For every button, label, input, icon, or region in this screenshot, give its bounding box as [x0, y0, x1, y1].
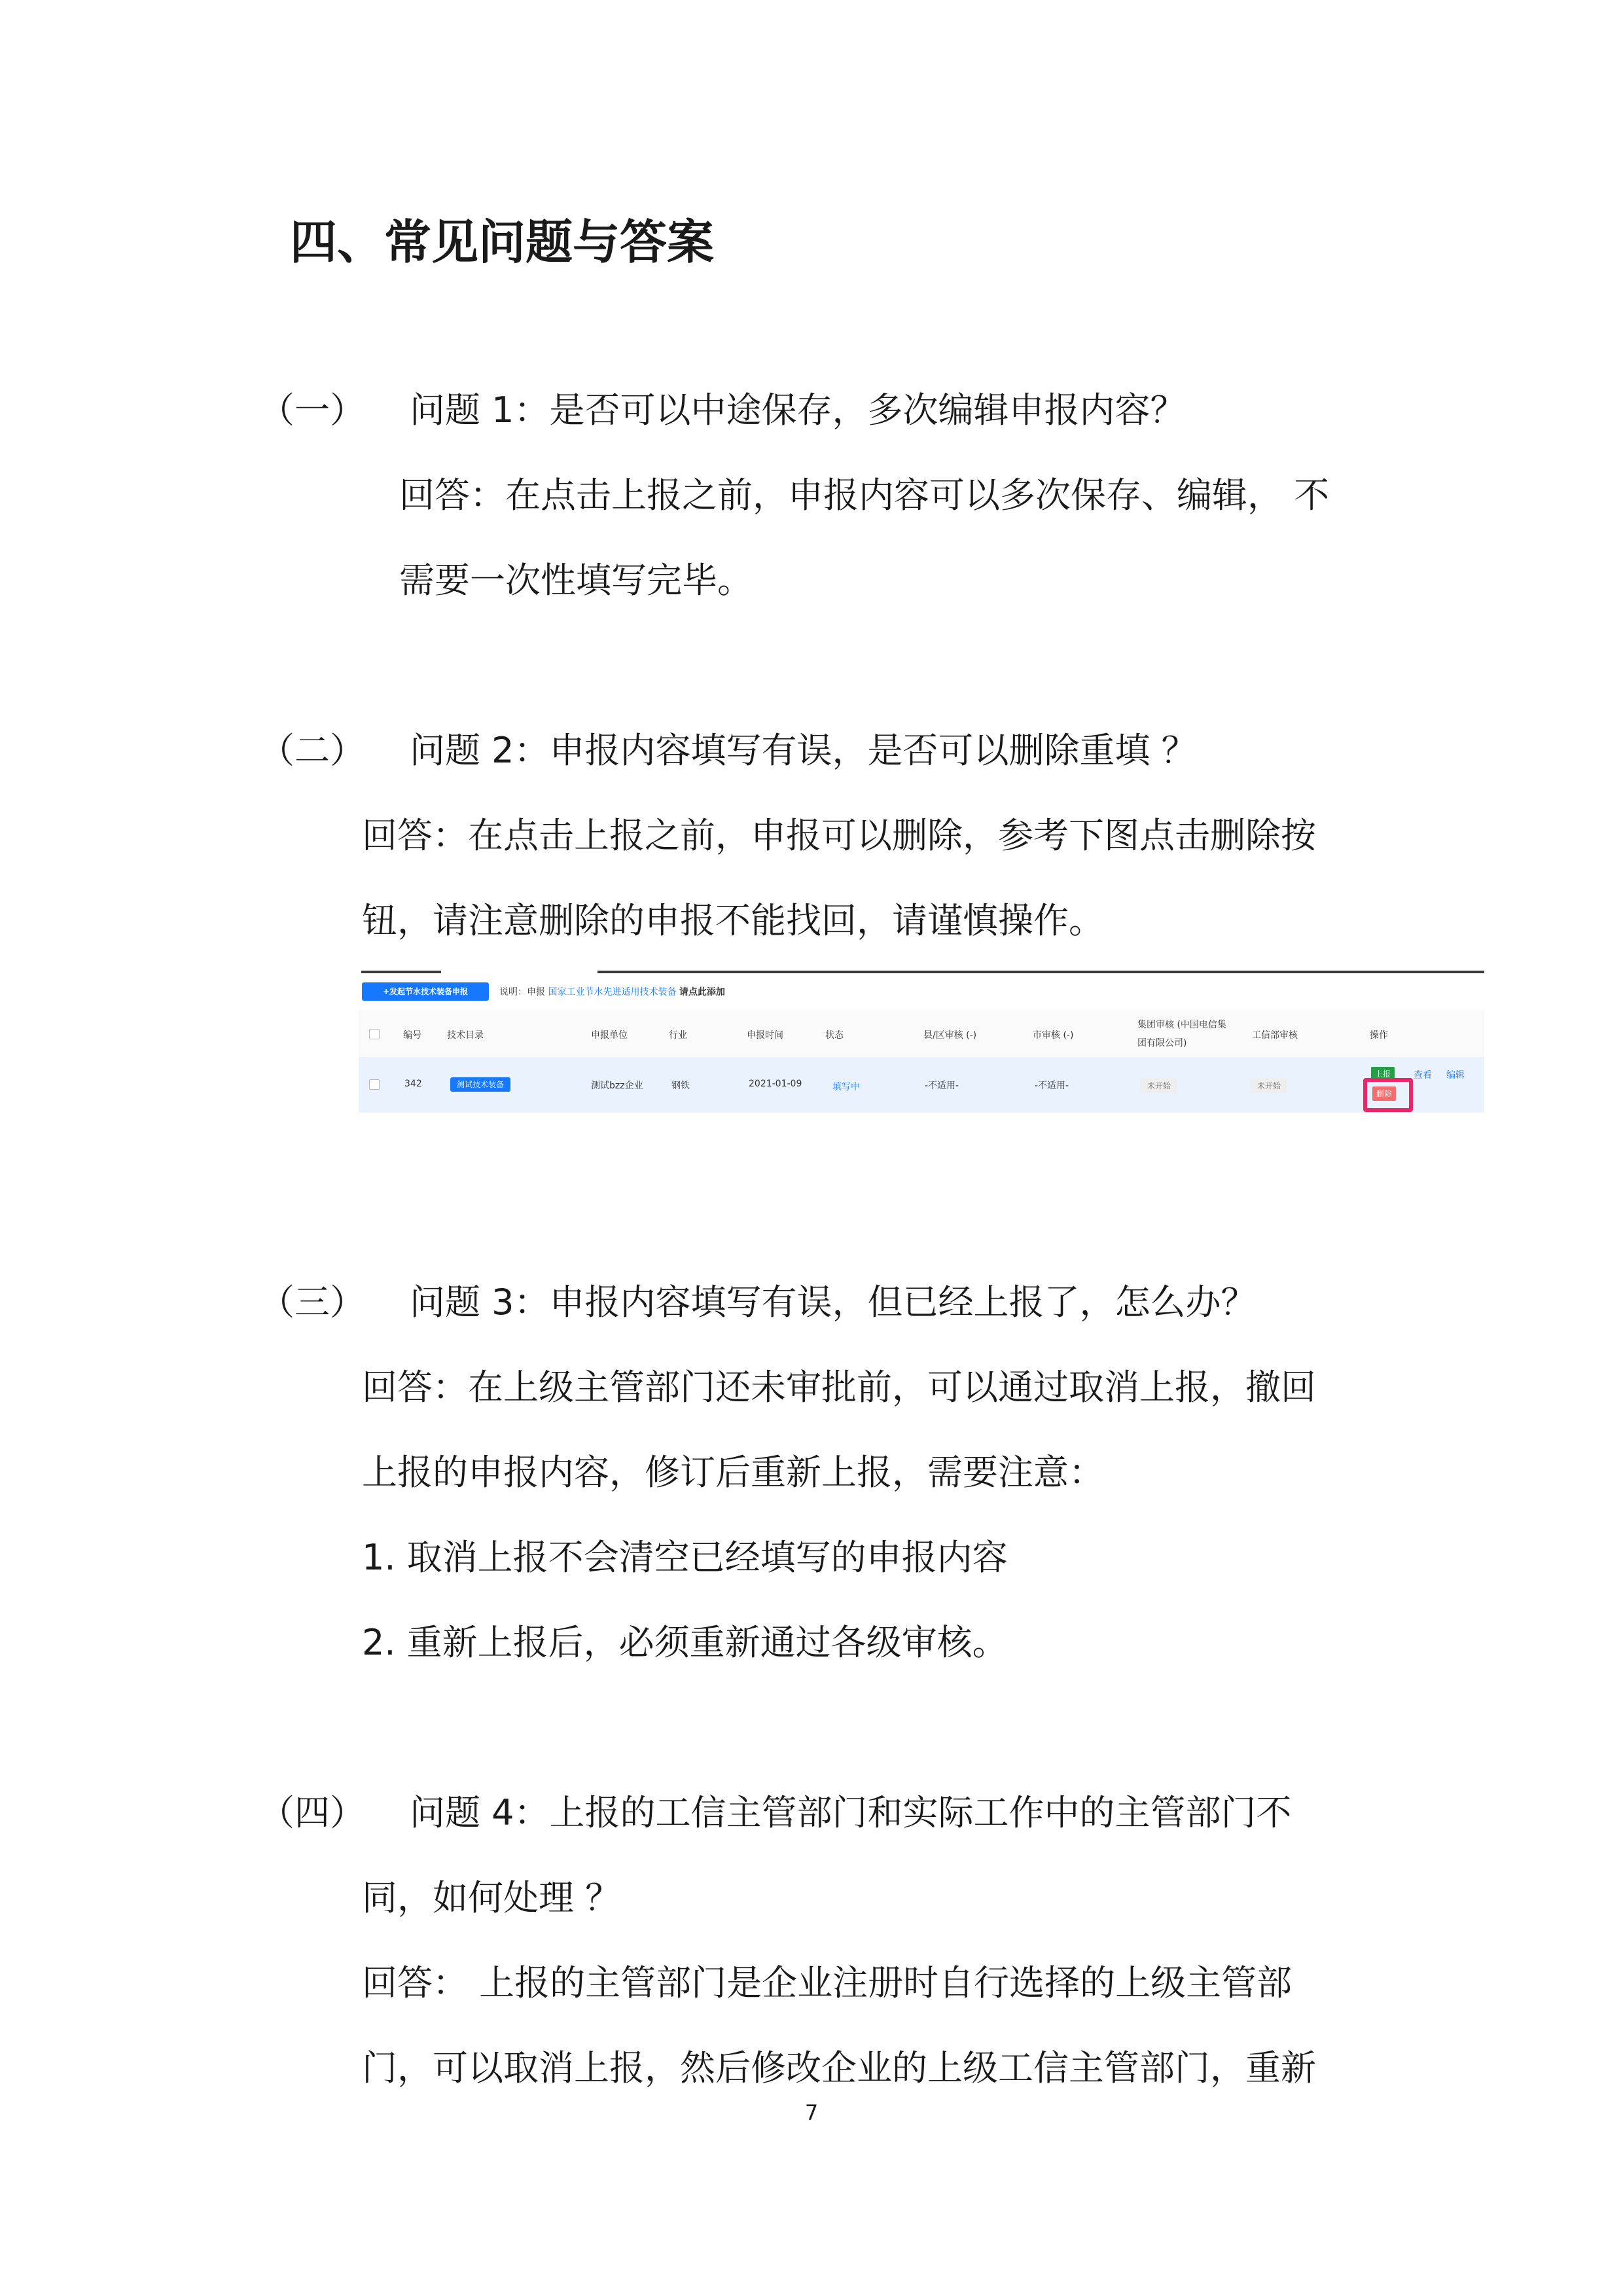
q1-question-line [259, 384, 1186, 437]
q4-number: （四） [259, 1792, 365, 1833]
screenshot-top-rule-left [361, 971, 441, 973]
page-number: 7 [804, 2100, 819, 2125]
table-row [359, 1057, 1484, 1113]
q1-question: 问题 1：是否可以中途保存，多次编辑申报内容？ [410, 389, 1186, 431]
row-county-review: -不适用- [925, 1081, 959, 1091]
note-link[interactable]: 国家工业节水先进适用技术装备 [548, 987, 677, 997]
header-county-review: 县/区审核 (-) [923, 1030, 977, 1041]
header-city-review: 市审核 (-) [1033, 1030, 1074, 1041]
view-link[interactable]: 查看 [1414, 1070, 1432, 1081]
select-all-checkbox[interactable] [369, 1029, 380, 1039]
header-ministry-review: 工信部审核 [1252, 1030, 1298, 1041]
header-industry: 行业 [669, 1030, 687, 1041]
header-id: 编号 [403, 1030, 421, 1041]
q4-answer-line-2: 门，可以取消上报，然后修改企业的上级工信主管部门，重新 [362, 2047, 1316, 2089]
q1-number: （一） [259, 389, 365, 431]
row-industry: 钢铁 [671, 1081, 690, 1091]
header-date: 申报时间 [747, 1030, 783, 1041]
q3-question: 问题 3：申报内容填写有误，但已经上报了，怎么办？ [410, 1282, 1257, 1323]
q2-answer-line-2: 钮，请注意删除的申报不能找回，请谨慎操作。 [362, 900, 1104, 941]
delete-button[interactable]: 删除 [1372, 1086, 1396, 1101]
q3-note-item-1: 1. 取消上报不会清空已经填写的申报内容 [362, 1537, 1008, 1578]
row-city-review: -不适用- [1035, 1081, 1069, 1091]
q3-number: （三） [259, 1282, 365, 1323]
page-title: 四、常见问题与答案 [290, 214, 715, 270]
q4-answer-line-1: 回答： 上报的主管部门是企业注册时自行选择的上级主管部 [362, 1962, 1293, 2003]
q3-answer-line-1: 回答：在上级主管部门还未审批前，可以通过取消上报，撤回 [362, 1367, 1316, 1408]
row-catalog-tag: 测试技术装备 [450, 1077, 510, 1092]
declaration-note [499, 985, 725, 998]
row-status: 填写中 [832, 1082, 860, 1092]
table-header [359, 1010, 1484, 1058]
report-button[interactable]: 上报 [1371, 1067, 1395, 1081]
edit-link[interactable]: 编辑 [1446, 1070, 1465, 1081]
header-status: 状态 [825, 1030, 844, 1041]
header-actions: 操作 [1370, 1030, 1388, 1041]
row-date: 2021-01-09 [749, 1079, 802, 1089]
delete-button-highlight [1363, 1078, 1413, 1112]
header-group-review-1: 集团审核 (中国电信集 [1137, 1020, 1226, 1030]
delete-example-screenshot [359, 978, 1484, 1116]
screenshot-top-rule-right [597, 971, 1484, 973]
q3-answer-line-2: 上报的申报内容，修订后重新上报，需要注意： [362, 1452, 1104, 1493]
row-unit: 测试bzz企业 [591, 1081, 643, 1091]
q1-answer-line-2: 需要一次性填写完毕。 [399, 560, 753, 601]
add-declaration-button[interactable]: +发起节水技术装备申报 [362, 982, 489, 1001]
q2-number: （二） [259, 730, 365, 771]
q4-question-line-2: 同，如何处理 ？ [362, 1877, 621, 1918]
row-checkbox[interactable] [369, 1079, 380, 1090]
note-prefix: 说明：申报 [499, 987, 545, 997]
header-group-review-2: 团有限公司) [1137, 1038, 1187, 1049]
note-suffix: 请点此添加 [679, 987, 725, 997]
q4-question-line-1 [259, 1787, 1292, 1839]
row-ministry-review: 未开始 [1251, 1079, 1287, 1093]
header-unit: 申报单位 [591, 1030, 628, 1041]
q2-answer-line-1: 回答：在点击上报之前，申报可以删除，参考下图点击删除按 [362, 815, 1316, 856]
row-id: 342 [404, 1079, 422, 1089]
row-group-review: 未开始 [1141, 1079, 1177, 1093]
q2-question: 问题 2：申报内容填写有误，是否可以删除重填 ？ [410, 730, 1197, 771]
q3-question-line [259, 1276, 1257, 1329]
q3-note-item-2: 2. 重新上报后，必须重新通过各级审核。 [362, 1622, 1008, 1663]
q1-answer-line-1: 回答：在点击上报之前，申报内容可以多次保存、编辑， 不 [399, 475, 1330, 516]
header-catalog: 技术目录 [447, 1030, 484, 1041]
q4-question: 问题 4：上报的工信主管部门和实际工作中的主管部门不 [410, 1792, 1292, 1833]
q2-question-line [259, 725, 1197, 777]
